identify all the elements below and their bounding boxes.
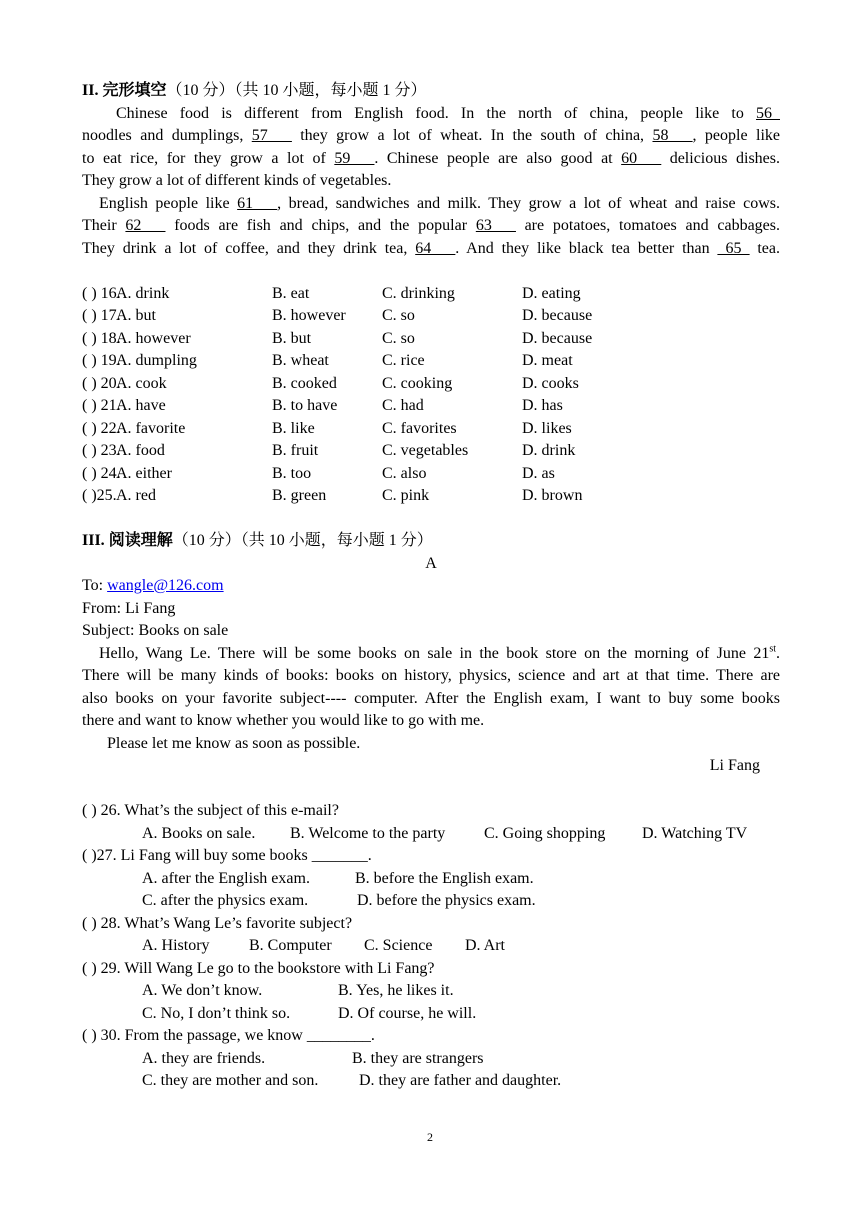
- cloze-text: to eat rice, for they grow a lot of: [82, 149, 335, 167]
- option-d: D. as: [522, 464, 555, 482]
- cloze-passage: [82, 103, 780, 261]
- option-a: A. History: [142, 937, 210, 954]
- question-number: ( ) 17.: [82, 307, 121, 324]
- option-c: C. after the physics exam.: [142, 892, 309, 909]
- option-a: A. We don’t know.: [142, 982, 263, 999]
- cloze-question-row: [82, 328, 780, 351]
- section-3-scoring: （10 分）（共 10 小题，每小题 1 分）: [172, 532, 433, 549]
- option-b: B. fruit: [272, 442, 319, 459]
- question-27-stem: ( )27. Li Fang will buy some books _______.: [82, 847, 372, 864]
- cloze-question-row: [82, 373, 780, 396]
- question-30-stem: ( ) 30. From the passage, we know ________.: [82, 1027, 375, 1044]
- cloze-question-row: [82, 485, 780, 508]
- option-d: D. they are father and daughter.: [359, 1072, 562, 1089]
- option-b: B. they are strangers: [352, 1049, 484, 1067]
- cloze-text: foods are fish and chips, and the popular: [165, 217, 476, 234]
- cloze-text: They grow a lot of different kinds of vegetables.: [82, 172, 392, 189]
- option-d: D. Art: [465, 937, 505, 954]
- option-a: A. dumpling: [116, 352, 197, 369]
- cloze-text: are potatoes, tomatoes and cabbages.: [515, 217, 780, 234]
- cloze-question-row: [82, 305, 780, 328]
- option-a: A. either: [116, 464, 172, 482]
- option-a: A. food: [116, 442, 165, 459]
- cloze-line: [82, 148, 780, 171]
- cloze-question-row: [82, 283, 780, 306]
- section-2-scoring: （10 分）（共 10 小题，每小题 1 分）: [166, 82, 427, 99]
- option-d: D. before the physics exam.: [357, 892, 536, 909]
- cloze-text: English people like: [99, 194, 238, 212]
- option-c: C. had: [382, 397, 424, 414]
- option-d: D. because: [522, 329, 593, 347]
- cloze-text: Their: [82, 217, 126, 234]
- question-number: ( ) 24.: [82, 464, 121, 482]
- email-address-link[interactable]: wangle@126.com: [107, 577, 224, 594]
- option-c: C. also: [382, 464, 427, 482]
- option-c: C. vegetables: [382, 442, 469, 459]
- cloze-text: . And they like black tea better than: [455, 239, 718, 257]
- option-d: D. likes: [522, 419, 572, 437]
- option-c: C. they are mother and son.: [142, 1072, 319, 1089]
- email-body-text-1: Hello, Wang Le. There will be some books on sale in the book store on the morning of June 21: [99, 644, 770, 662]
- option-d: D. Watching TV: [642, 824, 748, 842]
- section-2-number: II.: [82, 82, 99, 99]
- option-a: A. after the English exam.: [142, 869, 310, 887]
- email-from: From: Li Fang: [82, 599, 176, 617]
- question-number: ( ) 22.: [82, 419, 121, 437]
- blank-number: 57___: [251, 127, 292, 144]
- question-30-options-ab: [82, 1048, 780, 1071]
- option-a: A. but: [116, 307, 156, 324]
- cloze-text: noodles and dumplings,: [82, 127, 252, 144]
- section-2-title: 完形填空: [102, 82, 167, 99]
- option-a: A. Books on sale.: [142, 824, 256, 842]
- email-to-label: To:: [82, 577, 108, 594]
- option-c: C. Going shopping: [484, 824, 606, 842]
- blank-number: _65_: [717, 239, 750, 257]
- section-2-heading: [82, 80, 780, 103]
- option-c: C. rice: [382, 352, 425, 369]
- cloze-line: [82, 125, 780, 148]
- section-3-title: 阅读理解: [108, 532, 173, 549]
- email-closing: Please let me know as soon as possible.: [107, 734, 361, 752]
- option-b: B. Computer: [249, 937, 332, 954]
- question-29-options-cd: [82, 1003, 780, 1026]
- option-b: B. Welcome to the party: [290, 824, 446, 842]
- passage-label: A: [425, 554, 437, 572]
- cloze-text: tea.: [749, 239, 780, 257]
- option-c: C. cooking: [382, 374, 453, 392]
- email-body-line-4: there and want to know whether you would like to go with me.: [82, 712, 485, 729]
- option-d: D. because: [522, 307, 593, 324]
- blank-number: 60___: [621, 149, 662, 167]
- cloze-line: [82, 238, 780, 261]
- cloze-text: they grow a lot of wheat. In the south of china,: [291, 127, 653, 144]
- cloze-question-row: [82, 350, 780, 373]
- option-c: C. No, I don’t think so.: [142, 1004, 291, 1022]
- question-26-stem: ( ) 26. What’s the subject of this e-mail?: [82, 802, 339, 819]
- question-number: ( ) 16.: [82, 284, 121, 302]
- option-a: A. cook: [116, 374, 167, 392]
- email-subject: Subject: Books on sale: [82, 622, 229, 639]
- option-d: D. drink: [522, 442, 576, 459]
- question-29-stem: ( ) 29. Will Wang Le go to the bookstore with Li Fang?: [82, 959, 435, 977]
- blank-number: 63___: [475, 217, 516, 234]
- question-26-options: [82, 823, 780, 846]
- question-number: ( ) 21.: [82, 397, 121, 414]
- exam-page: [82, 80, 780, 1093]
- option-c: C. drinking: [382, 284, 455, 302]
- option-c: C. favorites: [382, 419, 457, 437]
- blank-number: 62___: [125, 217, 166, 234]
- option-b: B. green: [272, 487, 327, 504]
- cloze-text: delicious dishes.: [661, 149, 780, 167]
- blank-number: 56_: [756, 104, 780, 122]
- option-b: B. cooked: [272, 374, 337, 392]
- option-d: D. brown: [522, 487, 583, 504]
- option-d: D. has: [522, 397, 563, 414]
- email-body-line-2: There will be many kinds of books: books on history, physics, science and art at that time. There are: [82, 667, 780, 684]
- option-d: D. eating: [522, 284, 581, 302]
- question-27-options-ab: [82, 868, 780, 891]
- cloze-question-row: [82, 395, 780, 418]
- cloze-line: [82, 103, 780, 126]
- option-b: B. too: [272, 464, 312, 482]
- option-d: D. meat: [522, 352, 573, 369]
- option-b: B. however: [272, 307, 346, 324]
- option-d: D. Of course, he will.: [338, 1004, 477, 1022]
- option-b: B. but: [272, 329, 312, 347]
- cloze-question-row: [82, 463, 780, 486]
- question-number: ( ) 20.: [82, 374, 121, 392]
- option-a: A. red: [116, 487, 156, 504]
- question-28-options: [82, 935, 780, 958]
- cloze-line: [82, 170, 780, 193]
- date-superscript: st: [769, 643, 776, 655]
- email-to: [82, 575, 780, 598]
- option-d: D. cooks: [522, 374, 579, 392]
- cloze-line: [82, 193, 780, 216]
- question-number: ( ) 19.: [82, 352, 121, 369]
- option-a: A. however: [116, 329, 191, 347]
- cloze-text: Chinese food is different from English food. In the north of china, people like to: [116, 104, 756, 122]
- page-number: 2: [427, 1130, 433, 1144]
- option-c: C. so: [382, 329, 415, 347]
- section-3-heading: [82, 530, 780, 553]
- section-3-number: III.: [82, 532, 105, 549]
- date-tail: .: [776, 644, 780, 662]
- cloze-text: . Chinese people are also good at: [374, 149, 622, 167]
- option-c: C. Science: [364, 937, 433, 954]
- cloze-questions: [82, 283, 780, 508]
- cloze-text: They drink a lot of coffee, and they drink tea,: [82, 239, 416, 257]
- blank-number: 64___: [415, 239, 456, 257]
- option-a: A. favorite: [116, 419, 186, 437]
- blank-number: 59___: [334, 149, 375, 167]
- cloze-text: , bread, sandwiches and milk. They grow a lot of wheat and raise cows.: [277, 194, 780, 212]
- option-b: B. wheat: [272, 352, 329, 369]
- question-28-stem: ( ) 28. What’s Wang Le’s favorite subject?: [82, 914, 353, 932]
- option-a: A. have: [116, 397, 166, 414]
- blank-number: 61___: [237, 194, 278, 212]
- cloze-question-row: [82, 440, 780, 463]
- question-30-options-cd: [82, 1070, 780, 1093]
- question-27-options-cd: [82, 890, 780, 913]
- option-c: C. so: [382, 307, 415, 324]
- cloze-question-row: [82, 418, 780, 441]
- option-a: A. drink: [116, 284, 170, 302]
- email-signature: Li Fang: [709, 757, 760, 774]
- email-body-line-3: also books on your favorite subject---- computer. After the English exam, I want to buy some books: [82, 689, 780, 707]
- option-b: B. like: [272, 419, 315, 437]
- option-a: A. they are friends.: [142, 1049, 266, 1067]
- question-number: ( ) 18.: [82, 329, 121, 347]
- cloze-line: [82, 215, 780, 238]
- email-body-line-1: [82, 643, 780, 666]
- question-number: ( ) 23.: [82, 442, 121, 459]
- cloze-text: , people like: [692, 127, 780, 144]
- option-b: B. eat: [272, 284, 310, 302]
- question-29-options-ab: [82, 980, 780, 1003]
- option-b: B. before the English exam.: [355, 869, 534, 887]
- question-number: ( )25.: [82, 487, 117, 504]
- option-b: B. to have: [272, 397, 338, 414]
- option-b: B. Yes, he likes it.: [338, 982, 454, 999]
- blank-number: 58___: [652, 127, 693, 144]
- option-c: C. pink: [382, 487, 430, 504]
